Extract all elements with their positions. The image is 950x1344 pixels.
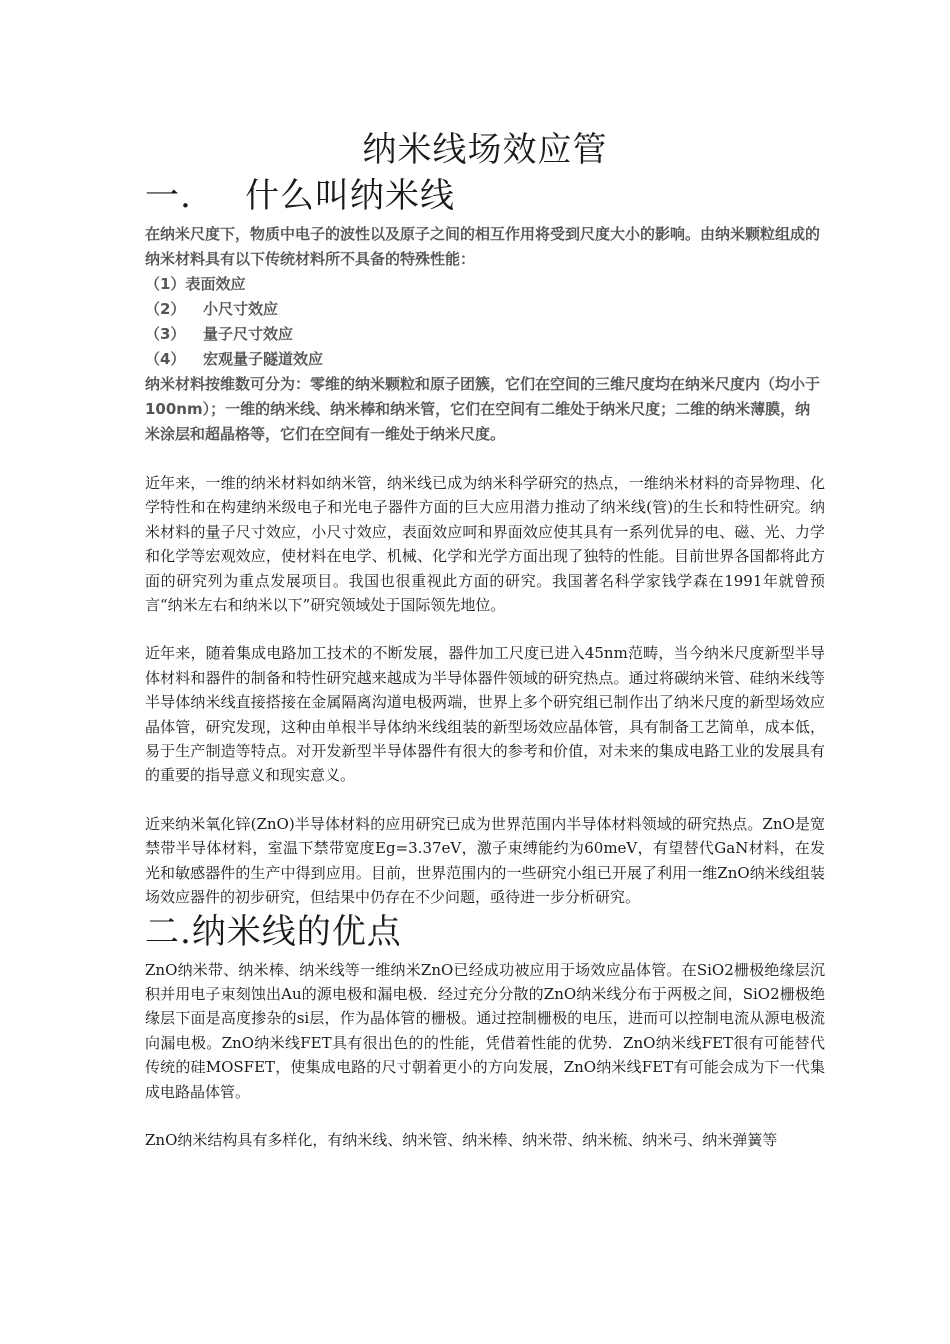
section-1-heading [145,174,825,218]
section-2-title: 纳米线的优点 [191,911,402,952]
list-item: （2） 小尺寸效应 [145,300,279,318]
paragraph-gap [145,1104,825,1128]
paragraph-gap [145,788,825,812]
section-1-number: 一. [145,176,192,216]
section-1-intro: 在纳米尺度下，物质中电子的波性以及原子之间的相互作用将受到尺度大小的影响。由纳米颗粒组成的纳米材料具有以下传统材料所不具备的特殊性能： [145,225,821,268]
body-paragraph: ZnO纳米结构具有多样化，有纳米线、纳米管、纳米棒、纳米带、纳米梳、纳米弓、纳米弹簧等 [145,1130,778,1149]
paragraph-gap [145,447,825,471]
section-2-heading [145,910,825,954]
list-item: （3） 量子尺寸效应 [145,325,294,343]
body-paragraph: ZnO纳米带、纳米棒、纳米线等一维纳米ZnO已经成功被应用于场效应晶体管。在SiO2栅极绝缘层沉积并用电子束刻蚀出Au的源电极和漏电极．经过充分分散的ZnO纳米线分布于两极之间，SiO2栅极绝缘层下面是高度掺杂的si层，作为晶体管的栅极。通过控制栅极的电压，进而可以控制电流从源电极流向漏电极。ZnO纳米线FET具有很出色的的性能，凭借着性能的优势．ZnO纳米线FET很有可能替代传统的硅MOSFET，使集成电路的尺寸朝着更小的方向发展，ZnO纳米线FET有可能会成为下一代集成电路晶体管。 [145,960,825,1101]
list-item: （1）表面效应 [145,275,246,293]
document-title: 纳米线场效应管 [362,130,608,170]
paragraph-gap [145,617,825,641]
document-page [145,128,825,1152]
body-paragraph: 近年来，随着集成电路加工技术的不断发展，器件加工尺度已进入45nm范畴，当今纳米尺度新型半导体材料和器件的制备和特性研究越来越成为半导体器件领域的研究热点。通过将碳纳米管、硅纳米线等半导体纳米线直接搭接在金属隔离沟道电极两端，世界上多个研究组已制作出了纳米尺度的新型场效应晶体管，研究发现，这种由单根半导体纳米线组装的新型场效应晶体管，具有制备工艺简单，成本低，易于生产制造等特点。对开发新型半导体器件有很大的参考和价值，对未来的集成电路工业的发展具有的重要的指导意义和现实意义。 [145,644,825,785]
body-paragraph: 近来纳米氧化锌(ZnO)半导体材料的应用研究已成为世界范围内半导体材料领域的研究热点。ZnO是宽禁带半导体材料，室温下禁带宽度Eg=3.37eV，激子束缚能约为60meV，有望替代GaN材料，在发光和敏感器件的生产中得到应用。目前，世界范围内的一些研究小组已开展了利用一维ZnO纳米线组装场效应器件的初步研究，但结果中仍存在不少问题，亟待进一步分析研究。 [145,814,825,907]
section-2-number: 二. [145,911,192,952]
classification-paragraph: 纳米材料按维数可分为：零维的纳米颗粒和原子团簇，它们在空间的三维尺度均在纳米尺度内（均小于100nm）；一维的纳米线、纳米棒和纳米管，它们在空间有二维处于纳米尺度；二维的纳米薄膜，纳米涂层和超晶格等，它们在空间有一维处于纳米尺度。 [145,375,821,443]
list-item: （4） 宏观量子隧道效应 [145,350,324,368]
section-1-title: 什么叫纳米线 [245,176,455,216]
body-paragraph: 近年来，一维的纳米材料如纳米管，纳米线已成为纳米科学研究的热点，一维纳米材料的奇异物理、化学特性和在构建纳米级电子和光电子器件方面的巨大应用潜力推动了纳米线(管)的生长和特性研究。纳米材料的量子尺寸效应，小尺寸效应，表面效应呵和界面效应使其具有一系列优异的电、磁、光、力学和化学等宏观效应，使材料在电学、机械、化学和光学方面出现了独特的性能。目前世界各国都将此方面的研究列为重点发展项目。我国也很重视此方面的研究。我国著名科学家钱学森在1991年就曾预言“纳米左右和纳米以下”研究领域处于国际领先地位。 [145,474,825,615]
